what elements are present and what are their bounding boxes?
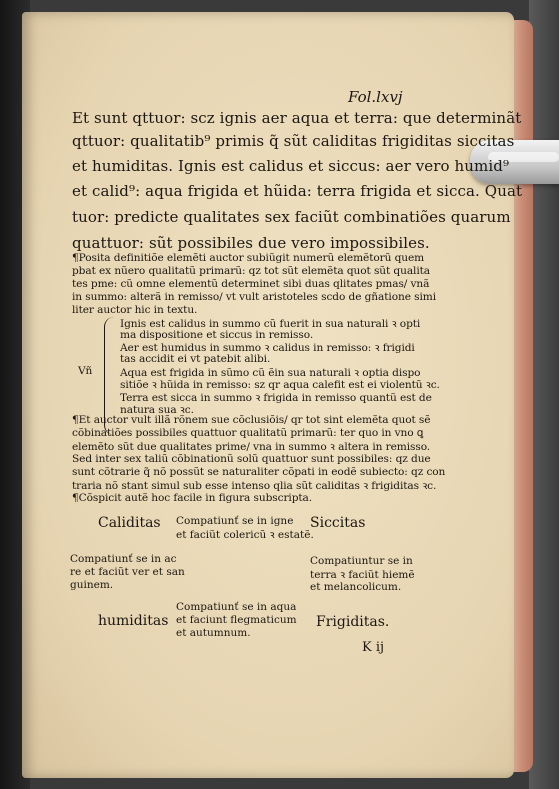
combination-air: Compatiunť se in ac xyxy=(70,553,177,565)
commentary-line: cõbinatiões possibiles quattuor qualitatũ primarũ: ter quo in vno ꝗ xyxy=(72,427,424,439)
commentary-line: Sed inter sex taliũ cõbinationũ solũ quattuor sunt possibiles: qz due xyxy=(72,453,431,465)
combination-water: Compatiunť se in aqua xyxy=(176,601,297,613)
quality-siccitas: Siccitas xyxy=(310,515,366,531)
element-line: Aqua est frigida in sũmo cũ ẽin sua naturali ꝛ optia dispo xyxy=(120,367,421,379)
combination-earth: Compatiuntur se in xyxy=(310,555,413,567)
backdrop-right xyxy=(529,0,559,789)
commentary-line: ¶Posita definitiõe elemẽti auctor subiũgit numerũ elemẽtorũ quem xyxy=(72,252,425,264)
quality-caliditas: Caliditas xyxy=(98,515,161,531)
element-line: Aer est humidus in summo ꝛ calidus in remisso: ꝛ frigidi xyxy=(120,342,415,354)
commentary-line: sunt cõtrarie q̃ nõ possũt se naturaliter cõpati in eodẽ subiecto: qz con xyxy=(72,466,446,478)
element-line: natura sua ꝛc. xyxy=(120,404,194,416)
element-line: Ignis est calidus in summo cũ fuerit in sua naturali ꝛ opti xyxy=(120,318,421,330)
combination-water: et faciunt flegmaticum xyxy=(176,614,297,626)
main-text-line: tuor: predicte qualitates sex faciũt combinatiões quarum xyxy=(72,208,511,226)
element-line: tas accidit ei vt patebit alibi. xyxy=(120,353,271,365)
main-text-line: quattuor: sũt possibiles due vero impossibiles. xyxy=(72,234,430,252)
commentary-line: elemẽto sũt due qualitates prime/ vna in summo ꝛ altera in remisso. xyxy=(72,441,431,453)
quality-frigiditas: Frigiditas. xyxy=(316,614,390,630)
commentary-line: in summo: alterã in remisso/ vt vult aristoteles scdo de gñatione simi xyxy=(72,291,436,303)
combination-air: re et faciũt ver et san xyxy=(70,566,185,578)
main-text-line: qttuor: qualitatib⁹ primis q̃ sũt caliditas frigiditas siccitas xyxy=(72,132,515,150)
combination-fire: Compatiunť se in igne xyxy=(176,515,294,527)
folio-number: Fol.lxvj xyxy=(348,88,403,106)
combination-earth: terra ꝛ faciũt hiemẽ xyxy=(310,569,415,581)
element-line: ma dispositione et siccus in remisso. xyxy=(120,329,314,341)
commentary-line: tes pme: cũ omne elementũ determinet sibi duas qlitates pmas/ vnã xyxy=(72,278,430,290)
commentary-line: liter auctor hic in textu. xyxy=(72,304,198,316)
commentary-line: ¶Et auctor vult illã rõnem sue cõclusiõis/ qr tot sint elemẽta quot sẽ xyxy=(72,414,431,426)
combination-fire: et faciũt colericũ ꝛ estatẽ. xyxy=(176,529,314,541)
vnde-label: Vñ xyxy=(78,365,93,377)
element-line: sitiõe ꝛ hũida in remisso: sz qr aqua calefit est ei violentũ ꝛc. xyxy=(120,379,440,391)
quality-humiditas: humiditas xyxy=(98,613,169,629)
main-text-line: et humiditas. Ignis est calidus et siccus: aer vero humid⁹ xyxy=(72,157,510,175)
commentary-line: traria nõ stant simul sub esse intenso qlia sũt caliditas ꝛ frigiditas ꝛc. xyxy=(72,480,437,492)
main-text-line: Et sunt qttuor: scz ignis aer aqua et terra: que determinãt xyxy=(72,109,522,127)
combination-water: et autumnum. xyxy=(176,627,251,639)
combination-air: guinem. xyxy=(70,579,114,591)
combination-earth: et melancolicum. xyxy=(310,581,402,593)
main-text-line: et calid⁹: aqua frigida et hũida: terra frigida et sicca. Quat xyxy=(72,182,523,200)
commentary-line: ¶Cõspicit autẽ hoc facile in figura subscripta. xyxy=(72,492,313,504)
element-line: Terra est sicca in summo ꝛ frigida in remisso quantũ est de xyxy=(120,392,432,404)
signature-mark: K ij xyxy=(362,640,385,655)
commentary-line: pbat ex nũero qualitatũ primarũ: qz tot sũt elemẽta quot sũt qualita xyxy=(72,265,430,277)
